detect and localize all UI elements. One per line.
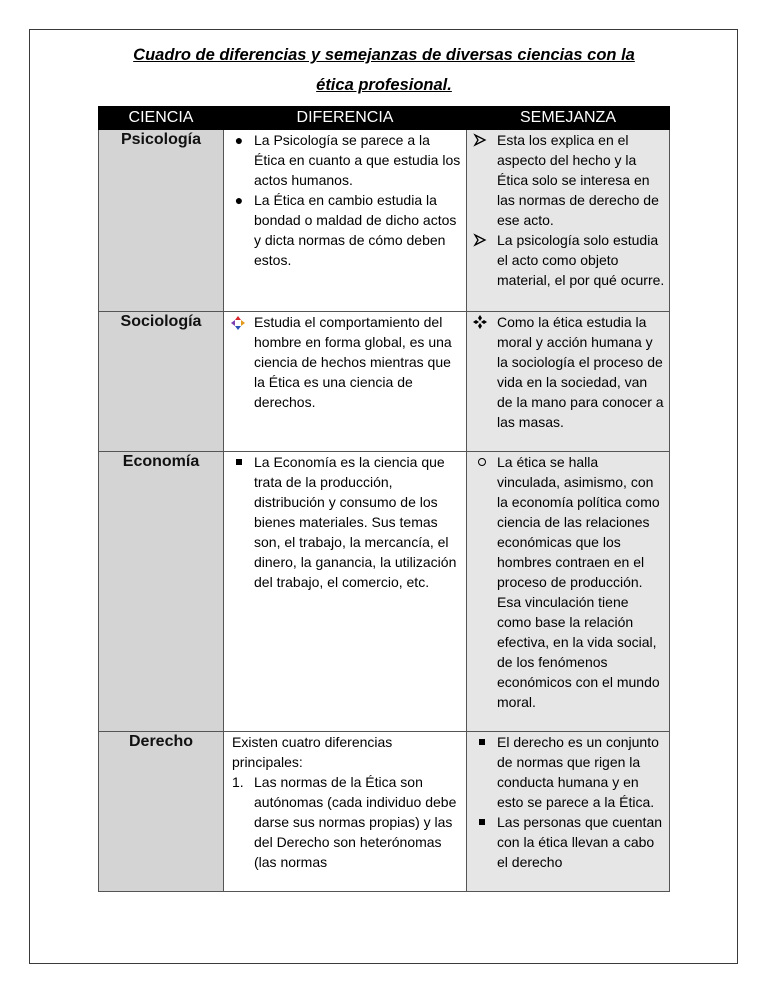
title-line-2: ética profesional.: [316, 76, 452, 94]
arrowhead-bullet-icon: [473, 233, 487, 247]
semejanza-derecho: [467, 732, 670, 892]
row-sociologia: [99, 312, 670, 452]
semejanza-sociologia: [467, 312, 670, 452]
arrowhead-bullet-icon: [473, 133, 487, 147]
list-item: [224, 772, 466, 872]
list-item-text: Las personas que cuentan con la ética llevan a cabo el derecho: [497, 814, 663, 870]
list-item: [467, 732, 669, 812]
diferencia-intro: Existen cuatro diferencias principales:: [232, 734, 393, 770]
header-diferencia: DIFERENCIA: [224, 107, 467, 130]
diferencia-derecho: [224, 732, 467, 892]
bullet-dot-icon: ●: [234, 192, 244, 208]
list-item: [467, 812, 669, 872]
list-item-text: La psicología solo estudia el acto como objeto material, el por qué ocurre.: [497, 232, 665, 288]
header-row: [99, 107, 670, 130]
list-item: [224, 312, 466, 412]
science-derecho: Derecho: [99, 732, 224, 892]
list-item: [224, 130, 466, 190]
science-sociologia: Sociología: [99, 312, 224, 452]
list-item: [467, 312, 669, 432]
list-item-text: La Economía es la ciencia que trata de la producción, distribución y consumo de los bienes materiales. Sus temas son, el trabajo, la mercancía, el dinero, la ganancia, la utilización del trabajo, el comercio, etc.: [254, 454, 457, 590]
list-item: [467, 130, 669, 230]
list-item: [467, 452, 669, 712]
list-item: [467, 230, 669, 290]
list-item-text: El derecho es un conjunto de normas que rigen la conducta humana y en esto se parece a la Ética.: [497, 734, 659, 810]
list-item: [224, 190, 466, 270]
semejanza-psicologia: [467, 130, 670, 312]
science-psicologia: Psicología: [99, 130, 224, 312]
title-line-1: Cuadro de diferencias y semejanzas de diversas ciencias con la: [133, 46, 635, 64]
science-economia: Economía: [99, 452, 224, 732]
list-item: [224, 452, 466, 592]
list-item-text: La Ética en cambio estudia la bondad o maldad de dicho actos y dicta normas de cómo deben estos.: [254, 192, 457, 268]
four-diamonds-bullet-icon: [473, 315, 487, 329]
document-title: [99, 40, 669, 100]
diferencia-psicologia: [224, 130, 467, 312]
header-semejanza: SEMEJANZA: [467, 107, 670, 130]
header-ciencia: CIENCIA: [99, 107, 224, 130]
four-arrows-bullet-icon: [230, 315, 246, 331]
list-item-text: La ética se halla vinculada, asimismo, con la economía política como ciencia de las relaciones económicas que los hombres contraen en el proceso de producción. Esa vinculación tiene como base la relación efectiva, en la vida social, de los fenómenos económicos con el mundo moral.: [497, 454, 660, 710]
list-item-text: Como la ética estudia la moral y acción humana y la sociología el proceso de vida en la sociedad, van de la mano para conocer a las masas.: [497, 314, 664, 430]
list-number: 1.: [232, 774, 244, 790]
list-item-text: La Psicología se parece a la Ética en cuanto a que estudia los actos humanos.: [254, 132, 461, 188]
diferencia-economia: [224, 452, 467, 732]
list-item-text: Estudia el comportamiento del hombre en forma global, es una ciencia de hechos mientras que la Ética es una ciencia de derechos.: [254, 314, 452, 410]
list-item-text: Las normas de la Ética son autónomas (cada individuo debe darse sus normas propias) y las del Derecho son heterónomas (las normas: [254, 774, 457, 870]
semejanza-economia: [467, 452, 670, 732]
diferencia-sociologia: [224, 312, 467, 452]
comparison-table: [98, 106, 670, 892]
row-derecho: [99, 732, 670, 892]
list-item-text: Esta los explica en el aspecto del hecho y la Ética solo se interesa en las normas de derecho de ese acto.: [497, 132, 659, 228]
bullet-dot-icon: ●: [234, 132, 244, 148]
row-psicologia: [99, 130, 670, 312]
row-economia: [99, 452, 670, 732]
